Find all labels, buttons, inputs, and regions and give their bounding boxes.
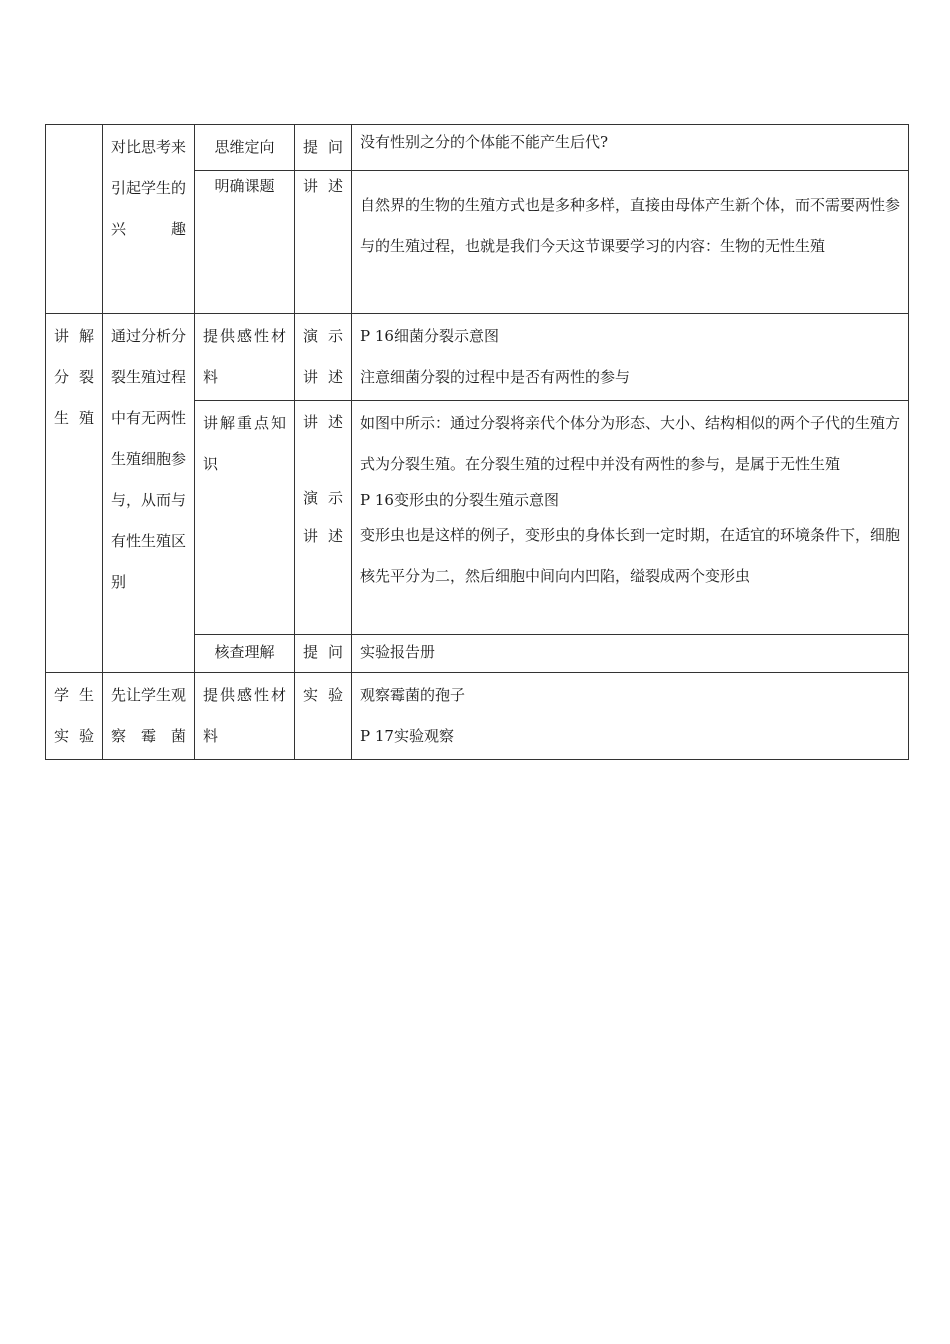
stage-cell: 学生实验 bbox=[46, 673, 103, 760]
content-cell bbox=[352, 635, 909, 673]
activity-line: 演示 bbox=[303, 327, 343, 345]
method-cell: 讲解重点知识 bbox=[195, 401, 295, 635]
activity-line bbox=[303, 441, 343, 479]
content-line: P 17实验观察 bbox=[360, 727, 454, 745]
content-line: 没有性别之分的个体能不能产生后代? bbox=[360, 133, 609, 151]
method-cell: 核查理解 bbox=[195, 635, 295, 673]
content-line: 自然界的生物的生殖方式也是多种多样，直接由母体产生新个体，而不需要两性参与的生殖过程，也就是我们今天这节课要学习的内容：生物的无性生殖 bbox=[360, 196, 901, 255]
table-row bbox=[46, 314, 909, 401]
method-cell: 思维定向 bbox=[195, 125, 295, 171]
activity-cell bbox=[295, 314, 352, 401]
content-line: P 16变形虫的分裂生殖示意图 bbox=[360, 491, 559, 509]
purpose-cell: 通过分析分裂生殖过程中有无两性生殖细胞参与，从而与有性生殖区别 bbox=[103, 314, 195, 673]
content-line: 注意细菌分裂的过程中是否有两性的参与 bbox=[360, 368, 631, 386]
method-cell: 明确课题 bbox=[195, 171, 295, 314]
stage-cell bbox=[46, 125, 103, 314]
purpose-cell: 先让学生观察霉菌 bbox=[103, 673, 195, 760]
activity-cell: 讲述 bbox=[295, 171, 352, 314]
content-line: 实验报告册 bbox=[360, 643, 436, 661]
content-cell bbox=[352, 314, 909, 401]
content-line: P 16细菌分裂示意图 bbox=[360, 327, 499, 345]
table-row bbox=[46, 673, 909, 760]
method-cell: 提供感性材料 bbox=[195, 314, 295, 401]
activity-line: 讲述 bbox=[303, 368, 343, 386]
activity-cell: 实验 bbox=[295, 673, 352, 760]
lesson-plan-table bbox=[45, 124, 909, 760]
purpose-cell: 对比思考来引起学生的兴趣 bbox=[103, 125, 195, 314]
content-line: 观察霉菌的孢子 bbox=[360, 686, 466, 704]
activity-line: 讲述 bbox=[303, 527, 343, 545]
table-row bbox=[46, 125, 909, 171]
activity-line: 讲述 bbox=[303, 413, 343, 431]
activity-line: 演示 bbox=[303, 489, 343, 507]
content-cell bbox=[352, 171, 909, 314]
method-cell: 提供感性材料 bbox=[195, 673, 295, 760]
activity-cell bbox=[295, 401, 352, 635]
activity-cell: 提问 bbox=[295, 635, 352, 673]
content-cell bbox=[352, 673, 909, 760]
stage-cell: 讲解分裂生殖 bbox=[46, 314, 103, 673]
content-line: 变形虫也是这样的例子，变形虫的身体长到一定时期，在适宜的环境条件下，细胞核先平分为二，然后细胞中间向内凹陷，缢裂成两个变形虫 bbox=[360, 526, 901, 585]
activity-cell: 提问 bbox=[295, 125, 352, 171]
content-cell bbox=[352, 125, 909, 171]
content-line: 如图中所示：通过分裂将亲代个体分为形态、大小、结构相似的两个子代的生殖方式为分裂生殖。在分裂生殖的过程中并没有两性的参与，是属于无性生殖 bbox=[360, 414, 901, 473]
content-cell bbox=[352, 401, 909, 635]
